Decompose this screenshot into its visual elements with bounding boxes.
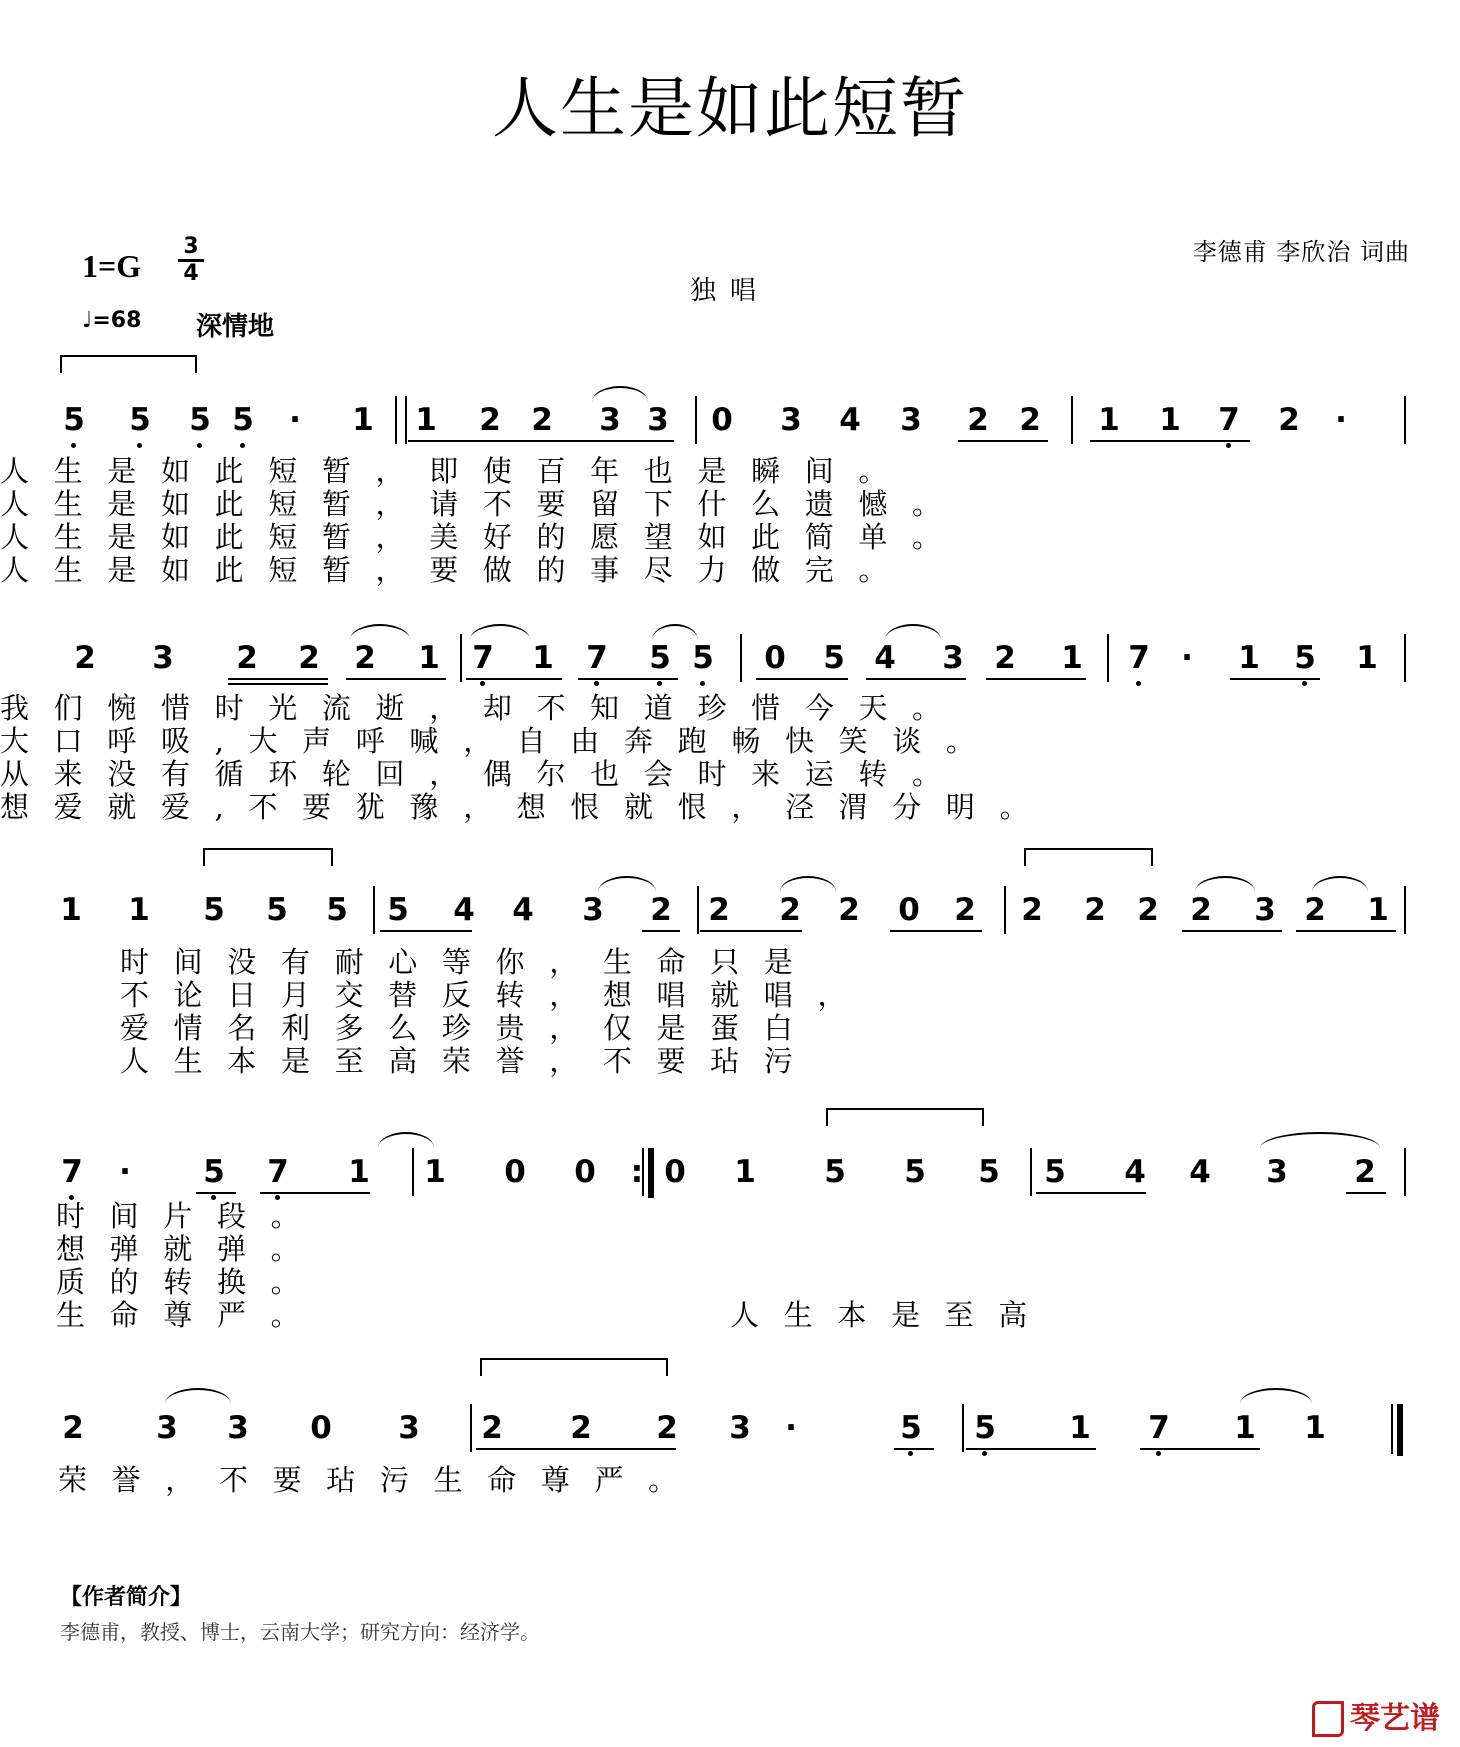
barline [373,886,375,934]
note: 0 [898,892,920,928]
barline [1404,886,1406,934]
note: 2 [838,892,860,928]
note: 3 [582,892,604,928]
note: 3 [156,1410,178,1446]
note: 5 [688,640,718,676]
note: 2 [479,402,501,438]
notation-line [0,402,1460,462]
lyric-verse: 从来没有循环轮回，偶尔也会时来运转。 [0,757,966,791]
underline [1140,1448,1260,1450]
note: 5 [125,402,155,438]
note: 5 [387,892,409,928]
barline [1391,1404,1393,1454]
triplet-bracket [1024,848,1153,866]
note: 2 [650,892,672,928]
underline [1230,678,1320,680]
lyric-verse: 人生是如此短暂，请不要留下什么遗憾。 [0,487,966,521]
note: 7 [582,640,612,676]
note: 5 [896,1410,926,1446]
lyric-verse: 质的转换。 [56,1265,325,1299]
underline [700,930,802,932]
note: 1 [1069,1410,1091,1446]
underline [346,678,446,680]
note: 2 [1137,892,1159,928]
note: · [119,1154,131,1190]
barline [695,396,697,444]
note: 2 [708,892,730,928]
note: 4 [839,402,861,438]
barline [395,396,397,444]
underline [756,678,848,680]
note: 4 [453,892,475,928]
triplet-bracket [203,848,333,866]
note: 1 [348,1154,370,1190]
watermark-text: 琴艺谱 [1350,1700,1440,1736]
underline [1346,1192,1386,1194]
note: 0 [504,1154,526,1190]
final-barline [1397,1404,1403,1456]
performance-label: 独唱 [690,276,771,306]
note: 1 [352,402,374,438]
song-title: 人生是如此短暂 [492,70,968,147]
note: 1 [1098,402,1120,438]
underline [228,683,328,685]
underline [966,1448,1096,1450]
underline [1090,440,1250,442]
barline [1071,396,1073,444]
note: 1 [128,892,150,928]
logo-icon [1312,1701,1344,1737]
barline [1004,886,1006,934]
underline [1182,930,1282,932]
lyric-verses [0,692,1460,824]
barline [1404,396,1406,444]
note: 4 [874,640,896,676]
note: 2 [1019,402,1041,438]
note: 2 [298,640,320,676]
lyric-verse: 时间没有耐心等你，生命只是 [120,945,818,979]
note: 7 [263,1154,293,1190]
note: 1 [418,640,440,676]
slur [592,386,648,402]
note: 2 [1084,892,1106,928]
underline [196,1192,236,1194]
note: 3 [398,1410,420,1446]
barline [1404,634,1406,682]
note: 5 [1290,640,1320,676]
underline [986,678,1086,680]
barline [697,886,699,934]
barline [405,396,407,444]
underline [260,1192,370,1194]
note: 2 [531,402,553,438]
note: 5 [266,892,288,928]
slur [165,1388,231,1404]
note: 2 [1278,402,1300,438]
slur [1260,1132,1380,1148]
lyric-verse-continuation: 人生本是至高 [730,1298,1052,1332]
note: 5 [185,402,215,438]
note: · [1181,640,1193,676]
lyric-verse: 生命尊严。 [56,1298,325,1332]
note: 3 [942,640,964,676]
note: 7 [468,640,498,676]
note: 5 [228,402,258,438]
note: 2 [954,892,976,928]
note: 4 [512,892,534,928]
note: 3 [780,402,802,438]
note: 2 [967,402,989,438]
underline [578,678,678,680]
note: 2 [236,640,258,676]
underline [408,440,674,442]
note: 1 [1238,640,1260,676]
tempo-marking: ♩=68 [82,308,142,333]
note: 2 [1304,892,1326,928]
lyric-verse: 爱情名利多么珍贵，仅是蛋白 [120,1011,818,1045]
note: 3 [227,1410,249,1446]
underline [890,930,982,932]
note: 1 [424,1154,446,1190]
note: 1 [60,892,82,928]
lyric-verses [0,455,1460,587]
repeat-sign: : [630,1154,644,1190]
slur [1312,876,1368,892]
ending-bracket [60,355,197,373]
note: · [289,402,301,438]
note: 3 [900,402,922,438]
expression-marking: 深情地 [196,312,275,342]
slur [1195,876,1255,892]
time-signature-bottom: 4 [183,261,199,286]
note: 2 [779,892,801,928]
triplet-bracket [826,1108,984,1126]
note: 1 [1159,402,1181,438]
note: 3 [1254,892,1276,928]
note: 7 [1214,402,1244,438]
underline [380,930,472,932]
note: 5 [823,640,845,676]
underline [1296,930,1396,932]
note: · [1335,402,1347,438]
note: 3 [599,402,621,438]
barline [740,634,742,682]
note: 2 [656,1410,678,1446]
note: 1 [1356,640,1378,676]
slur [1240,1388,1312,1404]
note: 7 [1144,1410,1174,1446]
bio-text: 李德甫，教授、博士，云南大学；研究方向：经济学。 [60,1620,540,1644]
barline [470,1404,472,1452]
slur [780,876,836,892]
underline [894,1448,934,1450]
note: 2 [62,1410,84,1446]
note: 2 [74,640,96,676]
underline [476,1448,676,1450]
lyric-verse: 想爱就爱,不要犹豫，想恨就恨，泾渭分明。 [0,790,1054,824]
note: 3 [647,402,669,438]
note: 2 [481,1410,503,1446]
notation-line [0,1410,1460,1470]
slur [598,876,656,892]
composer-credit: 李德甫 李欣治 词曲 [1192,238,1410,266]
note: 5 [203,892,225,928]
key-signature: 1=G [82,248,142,284]
time-signature [178,236,204,285]
note: 5 [970,1410,1000,1446]
underline [866,678,966,680]
underline [642,930,680,932]
note: 1 [1304,1410,1326,1446]
lyric-verse: 想弹就弹。 [56,1232,325,1266]
lyric-verse: 人生是如此短暂，要做的事尽力做完。 [0,553,913,587]
slur [378,1132,434,1148]
note: 2 [1190,892,1212,928]
note: 0 [664,1154,686,1190]
note: 1 [1234,1410,1256,1446]
note: · [785,1410,797,1446]
note: 1 [734,1154,756,1190]
note: 5 [326,892,348,928]
underline [1036,1192,1146,1194]
note: 2 [994,640,1016,676]
note: 3 [729,1410,751,1446]
note: 0 [574,1154,596,1190]
slur [652,624,698,640]
lyric-verse: 人生本是至高荣誉，不要玷污 [120,1044,818,1078]
note: 0 [310,1410,332,1446]
note: 2 [354,640,376,676]
lyric-verse: 人生是如此短暂，美好的愿望如此简单。 [0,520,966,554]
underline [958,440,1048,442]
barline [460,634,462,682]
note: 2 [570,1410,592,1446]
note: 5 [59,402,89,438]
underline [228,678,328,680]
underline [466,678,562,680]
note: 3 [152,640,174,676]
slur [470,624,530,640]
slur [350,624,410,640]
note: 5 [978,1154,1000,1190]
note: 1 [415,402,437,438]
triplet-bracket [480,1358,668,1376]
note: 0 [711,402,733,438]
barline [1107,634,1109,682]
barline [962,1404,964,1452]
note: 7 [57,1154,87,1190]
lyric-verse: 我们惋惜时光流逝，却不知道珍惜今天。 [0,691,966,725]
time-signature-top: 3 [183,234,199,259]
repeat-barline [648,1148,654,1198]
watermark-logo [1312,1693,1440,1738]
notation-line [0,892,1460,952]
note: 1 [1367,892,1389,928]
note: 4 [1124,1154,1146,1190]
barline [642,1148,644,1196]
lyric-verse: 时间片段。 [56,1199,325,1233]
lyric-verse: 人生是如此短暂，即使百年也是瞬间。 [0,454,913,488]
note: 5 [1044,1154,1066,1190]
note: 3 [1266,1154,1288,1190]
note: 0 [764,640,786,676]
lyric-verse: 大口呼吸,大声呼喊，自由奔跑畅快笑谈。 [0,724,1000,758]
lyric-verses [0,946,1460,1078]
note: 5 [824,1154,846,1190]
barline [1404,1148,1406,1196]
note: 5 [904,1154,926,1190]
note: 2 [1021,892,1043,928]
barline [412,1148,414,1196]
note: 5 [199,1154,229,1190]
note: 1 [532,640,554,676]
note: 5 [645,640,675,676]
lyric-verse: 荣誉，不要玷污生命尊严。 [58,1463,702,1497]
note: 4 [1189,1154,1211,1190]
bio-heading: 【作者简介】 [60,1584,193,1610]
lyric-verse: 不论日月交替反转，想唱就唱， [120,978,872,1012]
note: 1 [1061,640,1083,676]
slur [885,624,941,640]
note: 2 [1354,1154,1376,1190]
barline [1030,1148,1032,1196]
note: 7 [1124,640,1154,676]
